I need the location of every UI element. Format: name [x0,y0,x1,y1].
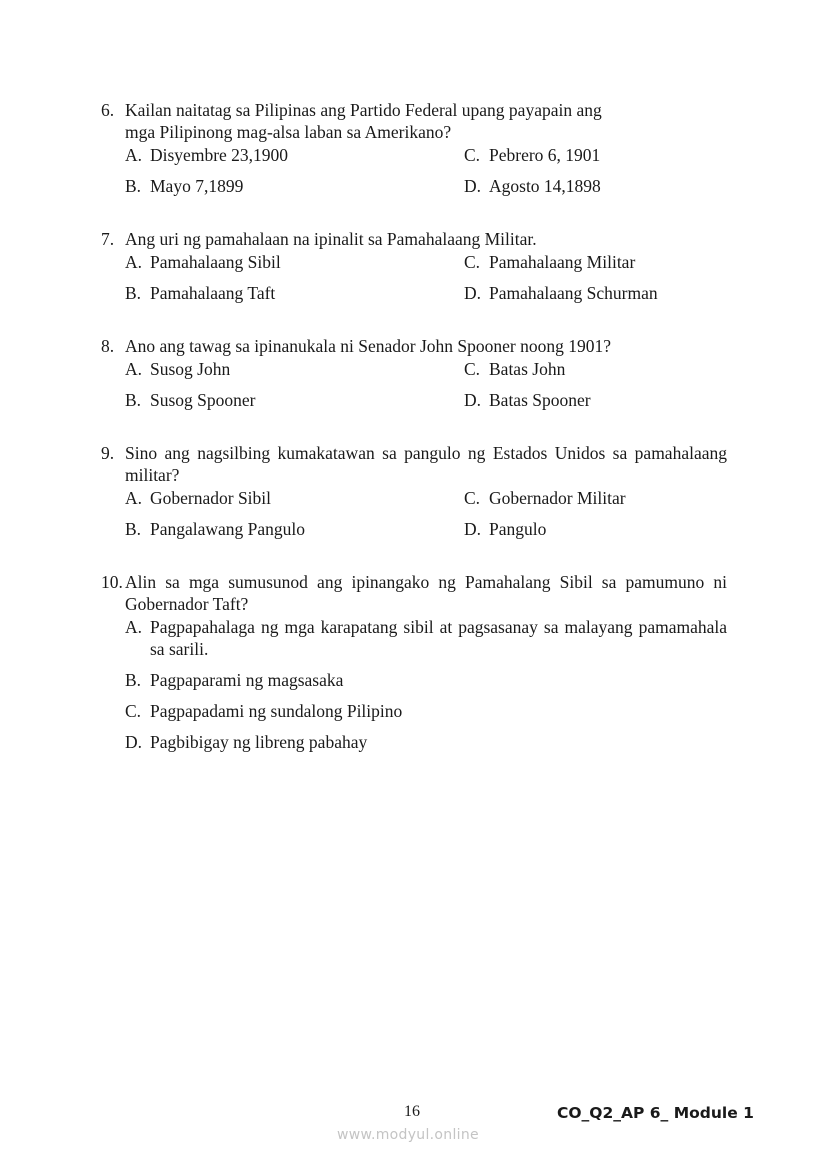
option-letter: B. [125,283,142,303]
option-d [125,731,367,753]
option-text: Pangalawang Pangulo [150,519,306,539]
option-d [464,389,591,411]
option-d [464,282,658,304]
option-text: Susog John [150,359,231,379]
option-letter: C. [125,701,142,721]
question-text: Alin sa mga sumusunod ang ipinangako ng Pamahalang Sibil sa pamumuno ni Gobernador Taft? [125,572,727,614]
option-letter: D. [464,390,482,410]
question-text-continued: mga Pilipinong mag-alsa laban sa Amerikano? [125,122,452,142]
option-a [125,616,727,660]
page-number: 16 [404,1103,420,1120]
question-number: 7. [101,229,115,249]
option-text: Susog Spooner [150,390,256,410]
option-text: Gobernador Militar [489,488,626,508]
option-text: Batas John [489,359,566,379]
option-text: Pagbibigay ng libreng pabahay [150,732,368,752]
question-number: 6. [101,100,115,120]
option-text: Pagpapahalaga ng mga karapatang sibil at pagsasanay sa malayang pamamahala sa sarili. [150,617,727,659]
option-letter: C. [464,145,481,165]
option-text: Batas Spooner [489,390,591,410]
option-letter: C. [464,488,481,508]
option-d [464,175,601,197]
option-a [125,487,271,509]
question-text: Kailan naitatag sa Pilipinas ang Partido Federal upang payapain ang [125,100,602,120]
option-text: Pangulo [489,519,547,539]
question-text: Ano ang tawag sa ipinanukala ni Senador John Spooner noong 1901? [125,336,612,356]
option-letter: D. [464,283,482,303]
option-d [464,518,546,540]
option-letter: D. [464,519,482,539]
option-a [125,144,288,166]
question-number: 10. [101,572,123,592]
option-b [125,282,275,304]
option-letter: D. [125,732,143,752]
option-letter: A. [125,252,143,272]
option-b [125,175,243,197]
option-text: Pagpapadami ng sundalong Pilipino [150,701,403,721]
option-letter: A. [125,359,143,379]
option-letter: A. [125,488,143,508]
option-text: Pamahalaang Militar [489,252,636,272]
option-letter: A. [125,145,143,165]
option-text: Gobernador Sibil [150,488,272,508]
option-letter: A. [125,617,143,637]
option-text: Pamahalaang Schurman [489,283,658,303]
option-b [125,518,305,540]
option-c [125,700,402,722]
watermark: www.modyul.online [337,1127,479,1143]
question-number: 8. [101,336,115,356]
option-text: Mayo 7,1899 [150,176,244,196]
option-text: Pagpaparami ng magsasaka [150,670,344,690]
option-text: Pamahalaang Taft [150,283,276,303]
option-c [464,144,600,166]
option-c [464,487,626,509]
option-text: Pamahalaang Sibil [150,252,281,272]
option-b [125,669,343,691]
question-number: 9. [101,443,115,463]
option-c [464,251,635,273]
question-text: Ang uri ng pamahalaan na ipinalit sa Pamahalaang Militar. [125,229,537,249]
option-letter: B. [125,176,142,196]
option-letter: B. [125,519,142,539]
option-text: Disyembre 23,1900 [150,145,289,165]
module-code: CO_Q2_AP 6_ Module 1 [557,1104,754,1122]
option-letter: C. [464,252,481,272]
option-c [464,358,565,380]
option-letter: B. [125,670,142,690]
option-text: Agosto 14,1898 [489,176,601,196]
option-a [125,358,230,380]
option-text: Pebrero 6, 1901 [489,145,601,165]
question-text: Sino ang nagsilbing kumakatawan sa pangulo ng Estados Unidos sa pamahalaang militar? [125,443,727,485]
option-letter: B. [125,390,142,410]
option-letter: D. [464,176,482,196]
option-b [125,389,256,411]
option-a [125,251,281,273]
option-letter: C. [464,359,481,379]
